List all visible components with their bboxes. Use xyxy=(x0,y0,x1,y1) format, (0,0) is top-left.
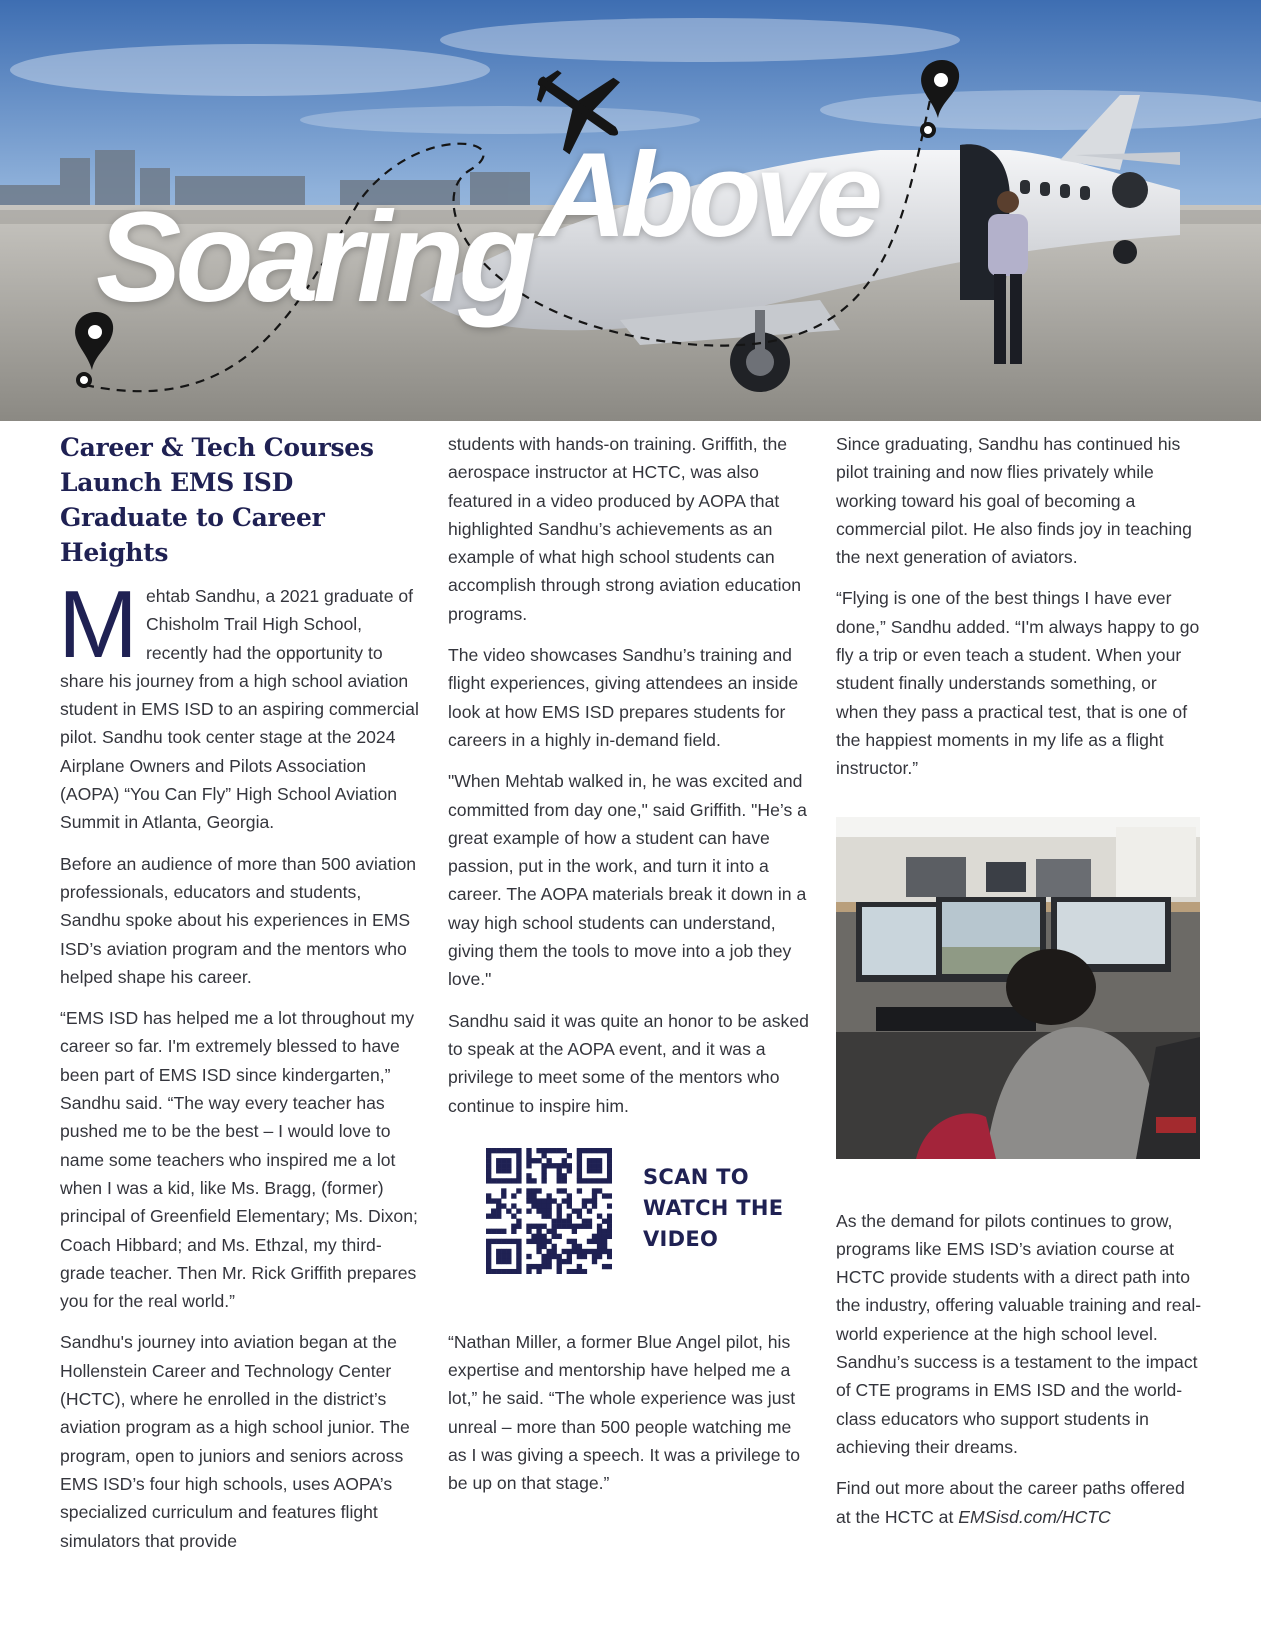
article-paragraph: “EMS ISD has helped me a lot throughout my career so far. I'm extremely blessed to have been part of EMS ISD since kindergarten,” Sandhu said. “The way every teacher has pushed me to be the best – I would love to name some teachers who inspired me a lot when I was a kid, like Ms. Bragg, (former) principal of Greenfield Elementary; Ms. Dixon; Coach Hibbard; and Ms. Ethzal, my third-grade teacher. Then Mr. Rick Griffith prepares you for the real world.” xyxy=(60,1008,418,1312)
article-column-1 xyxy=(60,430,425,1568)
article-paragraph xyxy=(58,571,425,837)
article-paragraph: “Nathan Miller, a former Blue Angel pilot, his expertise and mentorship have helped me a lot,” he said. “The whole experience was just unreal – more than 500 people watching me as I was giving a speech. It was a privilege to be up on that stage.” xyxy=(448,1331,801,1494)
scan-to-watch-label: SCAN TO WATCH THE VIDEO xyxy=(643,1164,784,1251)
article-headline: Career & Tech Courses Launch EMS ISD Graduate to Career Heights xyxy=(60,433,374,567)
article-paragraph: “Flying is one of the best things I have ever done,” Sandhu added. “I'm always happy to go fly a trip or even teach a student. When your student finally understands something, or when they pass a practical test, that is one of the happiest moments in my life as a flight instructor.” xyxy=(836,588,1200,779)
article-paragraph: students with hands-on training. Griffith, the aerospace instructor at HCTC, was also featured in a video produced by AOPA that highlighted Sandhu’s achievements as an example of what high school students can accomplish through strong aviation education programs. xyxy=(448,434,802,624)
article-paragraph: Since graduating, Sandhu has continued his pilot training and now flies privately while working toward his goal of becoming a commercial pilot. He also finds joy in teaching the next generation of aviators. xyxy=(836,434,1192,568)
hero-title-above: Above xyxy=(540,128,877,262)
hero-title-soaring: Soaring xyxy=(96,186,531,329)
paragraph-text: ehtab Sandhu, a 2021 graduate of Chisholm Trail High School, recently had the opportunity to share his journey from a high school aviation student in EMS ISD to an aspiring commercial pilot. Sandhu took center stage at the 2024 Airplane Owners and Pilots Association (AOPA) “You Can Fly” High School Aviation Summit in Atlanta, Georgia. xyxy=(60,586,419,833)
hctc-link[interactable]: EMSisd.com/HCTC xyxy=(958,1506,1111,1527)
video-qr-block xyxy=(448,1148,814,1298)
article-paragraph: Sandhu's journey into aviation began at the Hollenstein Career and Technology Center (HCTC), where he enrolled in the district’s aviation program as a high school junior. The program, open to juniors and seniors across EMS ISD’s four high schools, uses AOPA’s specialized curriculum and features flight simulators that provide xyxy=(60,1332,410,1551)
drop-cap: M xyxy=(58,571,138,678)
hero-banner xyxy=(0,0,1261,421)
paragraph-text: Find out more about the career paths offered at the HCTC at xyxy=(836,1478,1185,1527)
article-paragraph xyxy=(836,1474,1202,1531)
flight-simulator-photo xyxy=(836,817,1200,1159)
article-paragraph: Before an audience of more than 500 aviation professionals, educators and students, Sandhu spoke about his experiences in EMS ISD’s aviation program and the mentors who helped shape his career. xyxy=(60,853,417,987)
article-paragraph: "When Mehtab walked in, he was excited and committed from day one," said Griffith. "He’s a great example of how a student can have passion, put in the work, and turn it into a career. The AOPA materials break it down in a way high school students can understand, giving them the tools to move into a job they love." xyxy=(448,771,807,990)
qr-code-icon[interactable] xyxy=(486,1148,612,1274)
article-paragraph: The video showcases Sandhu’s training and flight experiences, giving attendees an inside look at how EMS ISD prepares students for careers in a highly in-demand field. xyxy=(448,645,799,750)
article-column-3 xyxy=(836,430,1202,1544)
article-column-2 xyxy=(448,430,814,1511)
article-paragraph: As the demand for pilots continues to grow, programs like EMS ISD’s aviation course at HCTC provide students with a direct path into the industry, offering valuable training and real-world experience at the high school level. Sandhu’s success is a testament to the impact of CTE programs in EMS ISD and the world-class educators who support students in achieving their dreams. xyxy=(836,1210,1202,1457)
article-paragraph: Sandhu said it was quite an honor to be asked to speak at the AOPA event, and it was a privilege to meet some of the mentors who continue to inspire him. xyxy=(448,1010,809,1116)
